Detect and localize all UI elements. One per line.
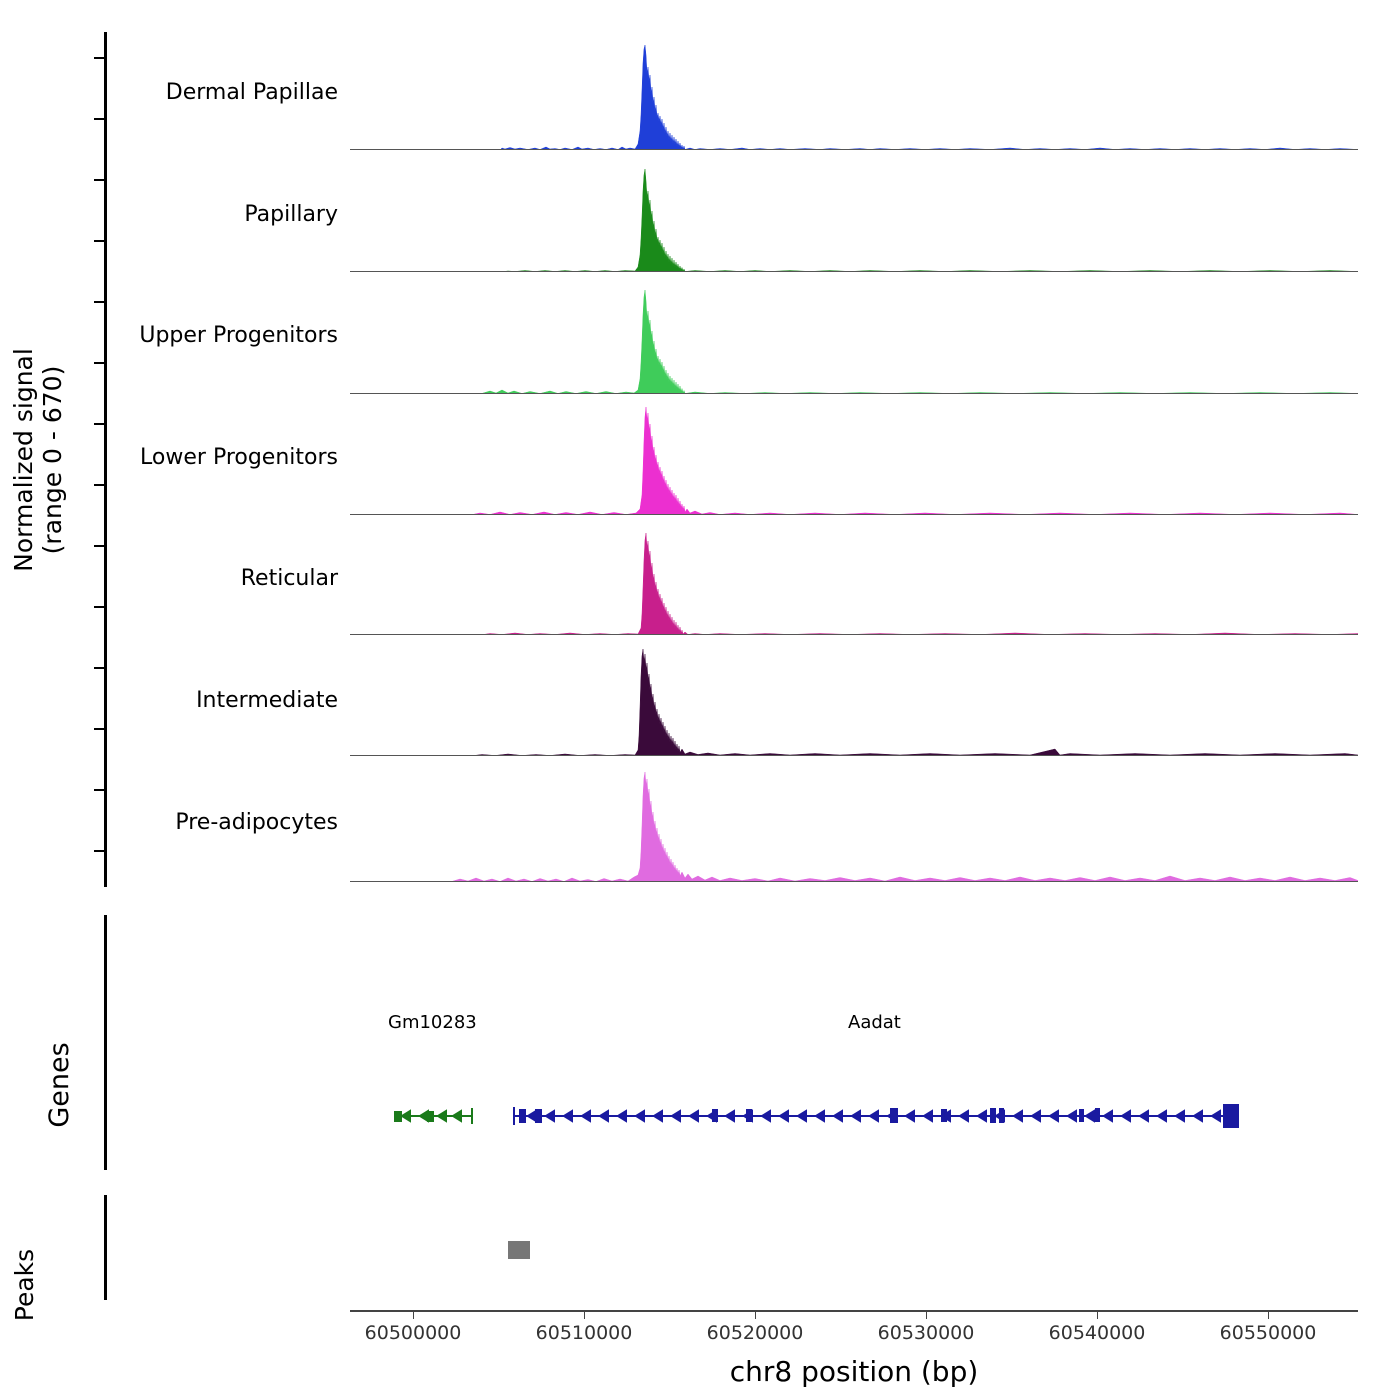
signal-trace (350, 289, 1358, 394)
x-axis-label: chr8 position (bp) (729, 1355, 979, 1388)
x-axis-tick-label: 60520000 (706, 1322, 804, 1344)
x-axis-tick (755, 1312, 756, 1319)
axis-tick (94, 301, 104, 303)
x-axis-tick-label: 60530000 (877, 1322, 975, 1344)
axis-tick (94, 606, 104, 608)
signal-trace (350, 405, 1358, 515)
x-axis-tick-label: 60540000 (1048, 1322, 1146, 1344)
x-axis-tick-label: 60500000 (364, 1322, 462, 1344)
x-axis-tick-label: 60550000 (1219, 1322, 1317, 1344)
axis-tick (94, 484, 104, 486)
signal-trace (350, 530, 1358, 635)
signal-trace (350, 648, 1358, 756)
y-axis-label-genes: Genes (44, 1042, 75, 1128)
gene-label-aadat: Aadat (848, 1012, 901, 1033)
signal-trace (350, 770, 1358, 882)
y-axis-label-peaks: Peaks (10, 1248, 39, 1322)
track-baseline (350, 881, 1358, 882)
gene-label-gm10283: Gm10283 (388, 1012, 477, 1033)
x-axis-tick-label: 60510000 (535, 1322, 633, 1344)
axis-tick (94, 667, 104, 669)
track-baseline (350, 393, 1358, 394)
axis-tick (94, 118, 104, 120)
signal-track-dermal-papillae (350, 45, 1358, 150)
track-label-upper-progenitors: Upper Progenitors (139, 323, 338, 348)
axis-tick (94, 362, 104, 364)
track-label-lower-progenitors: Lower Progenitors (140, 445, 338, 470)
track-label-pre-adipocytes: Pre-adipocytes (175, 810, 338, 835)
track-label-dermal-papillae: Dermal Papillae (165, 80, 338, 105)
signal-track-lower-progenitors (350, 405, 1358, 515)
axis-tick (94, 423, 104, 425)
gene-models (350, 1085, 1358, 1145)
peak-region (508, 1241, 530, 1259)
genes-track (350, 1085, 1358, 1145)
track-baseline (350, 634, 1358, 635)
signal-track-pre-adipocytes (350, 770, 1358, 882)
axis-tick (94, 728, 104, 730)
axis-tick (94, 789, 104, 791)
axis-tick (94, 179, 104, 181)
axis-tick (94, 545, 104, 547)
track-baseline (350, 755, 1358, 756)
signal-trace (350, 45, 1358, 150)
x-axis-line (350, 1310, 1358, 1312)
x-axis-tick (1097, 1312, 1098, 1319)
track-baseline (350, 514, 1358, 515)
y-axis-label-signal: Normalized signal (range 0 - 670) (9, 348, 67, 572)
peaks-axis-spine (104, 1195, 107, 1300)
axis-tick (94, 240, 104, 242)
track-label-reticular: Reticular (240, 566, 338, 591)
track-baseline (350, 271, 1358, 272)
axis-tick (94, 57, 104, 59)
signal-track-intermediate (350, 648, 1358, 756)
x-axis-tick (584, 1312, 585, 1319)
signal-track-papillary (350, 167, 1358, 272)
signal-trace (350, 167, 1358, 272)
x-axis-tick (926, 1312, 927, 1319)
track-label-papillary: Papillary (244, 202, 338, 227)
track-label-intermediate: Intermediate (196, 688, 338, 713)
genes-axis-spine (104, 915, 107, 1170)
signal-axis-spine (104, 32, 107, 887)
x-axis-tick (1268, 1312, 1269, 1319)
x-axis-tick (413, 1312, 414, 1319)
track-baseline (350, 149, 1358, 150)
signal-track-upper-progenitors (350, 289, 1358, 394)
axis-tick (94, 850, 104, 852)
signal-track-reticular (350, 530, 1358, 635)
